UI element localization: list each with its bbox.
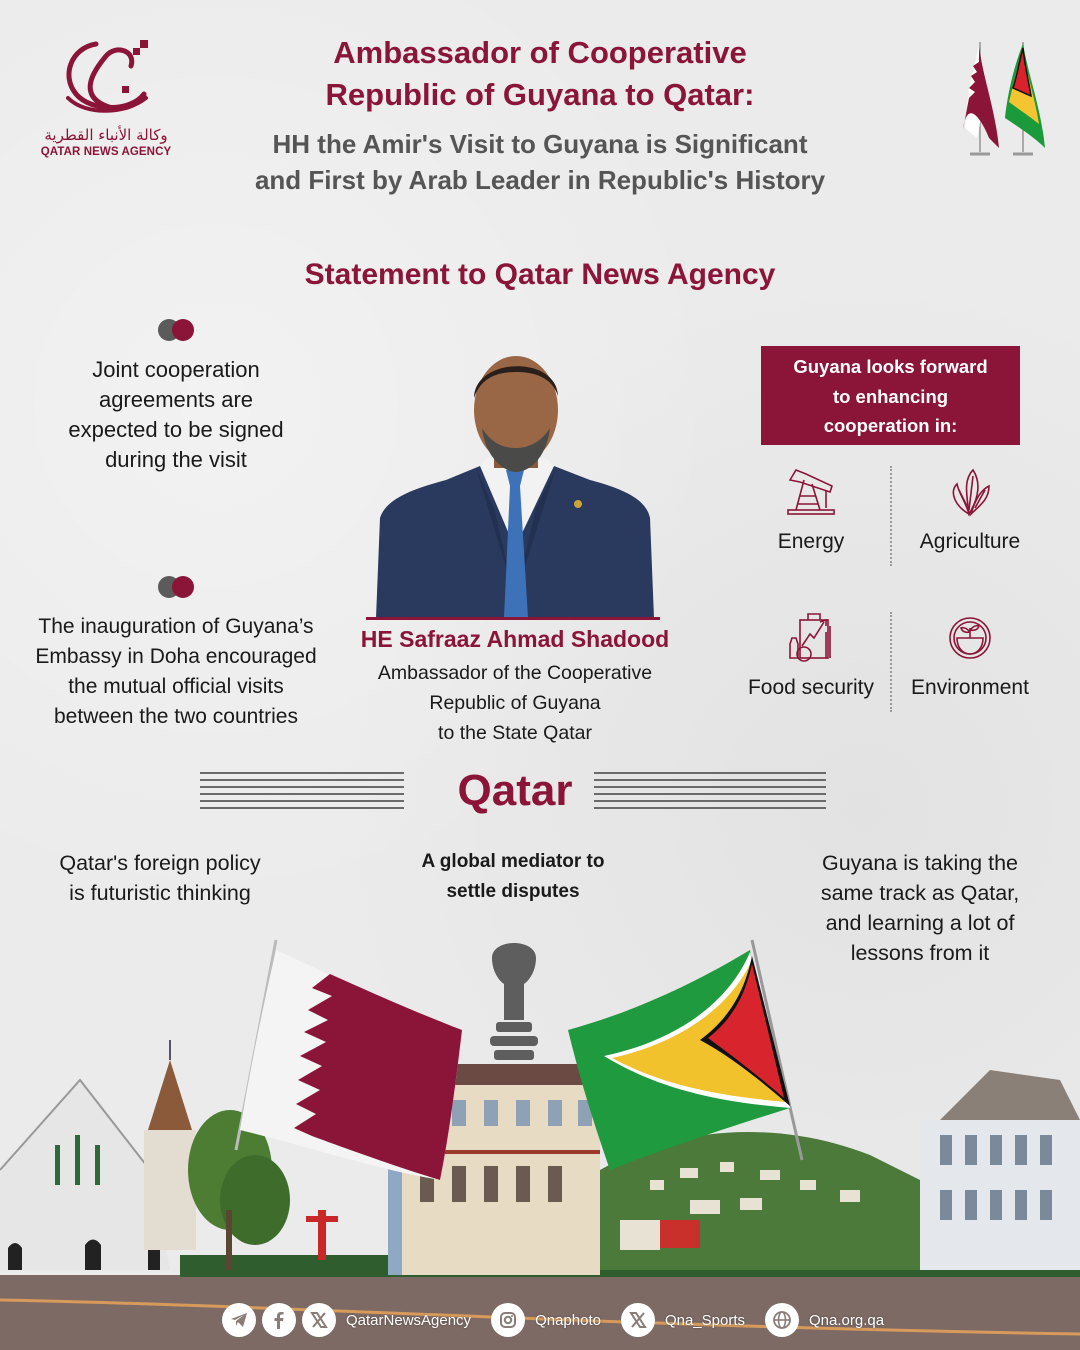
facebook-icon[interactable] — [262, 1303, 296, 1337]
telegram-icon[interactable] — [222, 1303, 256, 1337]
environment-recycle-icon — [945, 612, 995, 664]
sector-divider — [890, 466, 892, 566]
qatar-point-mediator: A global mediator to settle disputes — [421, 851, 605, 902]
food-growth-icon — [786, 612, 836, 664]
sector-divider — [890, 612, 892, 712]
sector-environment: Environment — [895, 612, 1045, 700]
qatar-point-guyana-track: Guyana is taking the same track as Qatar, and learning a lot of lessons from it — [820, 851, 1020, 965]
x-twitter-icon[interactable] — [302, 1303, 336, 1337]
sector-food-security: Food security — [736, 612, 886, 700]
qna-logo-mark-icon — [56, 36, 156, 118]
qna-logo — [36, 36, 176, 158]
sector-energy: Energy — [736, 466, 886, 554]
logo-arabic-text: وكالة الأنباء القطرية — [44, 126, 168, 144]
x-twitter-icon[interactable] — [621, 1303, 655, 1337]
ambassador-portrait — [376, 348, 654, 618]
sector-agriculture: Agriculture — [895, 466, 1045, 554]
decorative-stripes-right — [594, 772, 826, 810]
section-heading-qatar: Qatar — [457, 766, 573, 815]
desk-flags-icon — [955, 38, 1055, 163]
website-link[interactable]: Qna.org.qa — [809, 1311, 885, 1329]
logo-english-text: QATAR NEWS AGENCY — [40, 146, 172, 158]
subtitle — [200, 126, 880, 198]
bullet-dots-icon — [158, 319, 198, 341]
oil-pump-icon — [786, 466, 836, 518]
main-title — [200, 32, 880, 116]
qatar-point-foreign-policy: Qatar's foreign policy is futuristic thinking — [59, 851, 261, 905]
cooperation-heading-box: Guyana looks forward to enhancing cooperation in: — [761, 346, 1020, 445]
subtitle-line-2: and First by Arab Leader in Republic's History — [254, 165, 826, 195]
instagram-icon[interactable] — [491, 1303, 525, 1337]
decorative-stripes-left — [200, 772, 404, 810]
leaf-plant-icon — [945, 466, 995, 518]
globe-icon[interactable] — [765, 1303, 799, 1337]
section-heading-statement: Statement to Qatar News Agency — [304, 258, 776, 291]
social-handle-text[interactable]: QatarNewsAgency — [346, 1311, 472, 1329]
subtitle-line-1: HH the Amir's Visit to Guyana is Significant — [272, 129, 808, 159]
title-line-1: Ambassador of Cooperative — [333, 35, 747, 70]
sports-handle-text[interactable]: Qna_Sports — [664, 1311, 745, 1329]
left-point-1: Joint cooperation agreements are expected to be signed during the visit — [68, 357, 284, 472]
title-line-2: Republic of Guyana to Qatar: — [325, 77, 755, 112]
instagram-handle-text[interactable]: Qnaphoto — [535, 1311, 601, 1329]
ambassador-title: Ambassador of the Cooperative Republic of Guyana to the State Qatar — [377, 662, 653, 744]
portrait-underline — [366, 617, 660, 620]
ambassador-name: HE Safraaz Ahmad Shadood — [360, 626, 670, 652]
city-scene-with-flags — [0, 930, 1080, 1350]
social-footer — [222, 1302, 898, 1338]
bullet-dots-icon — [158, 576, 198, 598]
left-point-2: The inauguration of Guyana’s Embassy in Doha encouraged the mutual official visits between the two countries — [35, 615, 317, 728]
